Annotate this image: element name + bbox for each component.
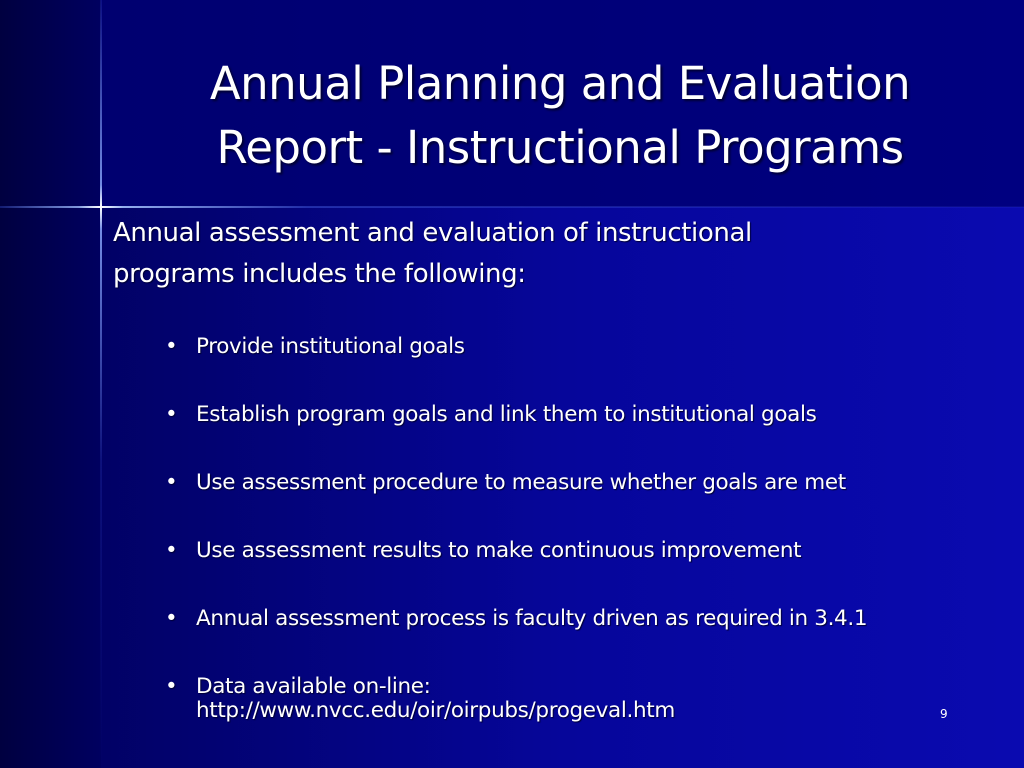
bullet-item	[165, 675, 1015, 743]
bullet-dot-icon: •	[165, 402, 178, 427]
bullet-item	[165, 335, 1015, 403]
bullet-item	[165, 471, 1015, 539]
bullet-dot-icon: •	[165, 538, 178, 563]
bullet-dot-icon: •	[165, 674, 178, 699]
intro-text	[113, 213, 973, 295]
title-line-2: Report - Instructional Programs	[216, 121, 904, 174]
bullet-text: Establish program goals and link them to institutional goals	[196, 402, 817, 427]
bullet-text: Use assessment results to make continuous improvement	[196, 538, 802, 563]
bullet-item	[165, 539, 1015, 607]
bullet-dot-icon: •	[165, 334, 178, 359]
bullet-item	[165, 607, 1015, 675]
bullet-dot-icon: •	[165, 606, 178, 631]
slide-title	[110, 52, 1010, 180]
title-line-1: Annual Planning and Evaluation	[209, 57, 911, 110]
bullet-text: Use assessment procedure to measure whether goals are met	[196, 470, 846, 495]
bullet-text: Provide institutional goals	[196, 334, 465, 359]
vertical-accent-line	[100, 0, 102, 768]
bullet-dot-icon: •	[165, 470, 178, 495]
left-decor-band	[0, 0, 101, 768]
bullet-list	[165, 335, 1015, 743]
horizontal-accent-line	[0, 206, 1024, 208]
bullet-text: Annual assessment process is faculty driven as required in 3.4.1	[196, 606, 868, 631]
page-number: 9	[940, 707, 948, 721]
bullet-item	[165, 403, 1015, 471]
bullet-text-line-1: Data available on-line:	[196, 674, 431, 699]
data-url-link[interactable]: http://www.nvcc.edu/oir/oirpubs/progeval.htm	[196, 698, 675, 723]
intro-line-1: Annual assessment and evaluation of instructional	[113, 218, 752, 248]
intro-line-2: programs includes the following:	[113, 259, 526, 289]
